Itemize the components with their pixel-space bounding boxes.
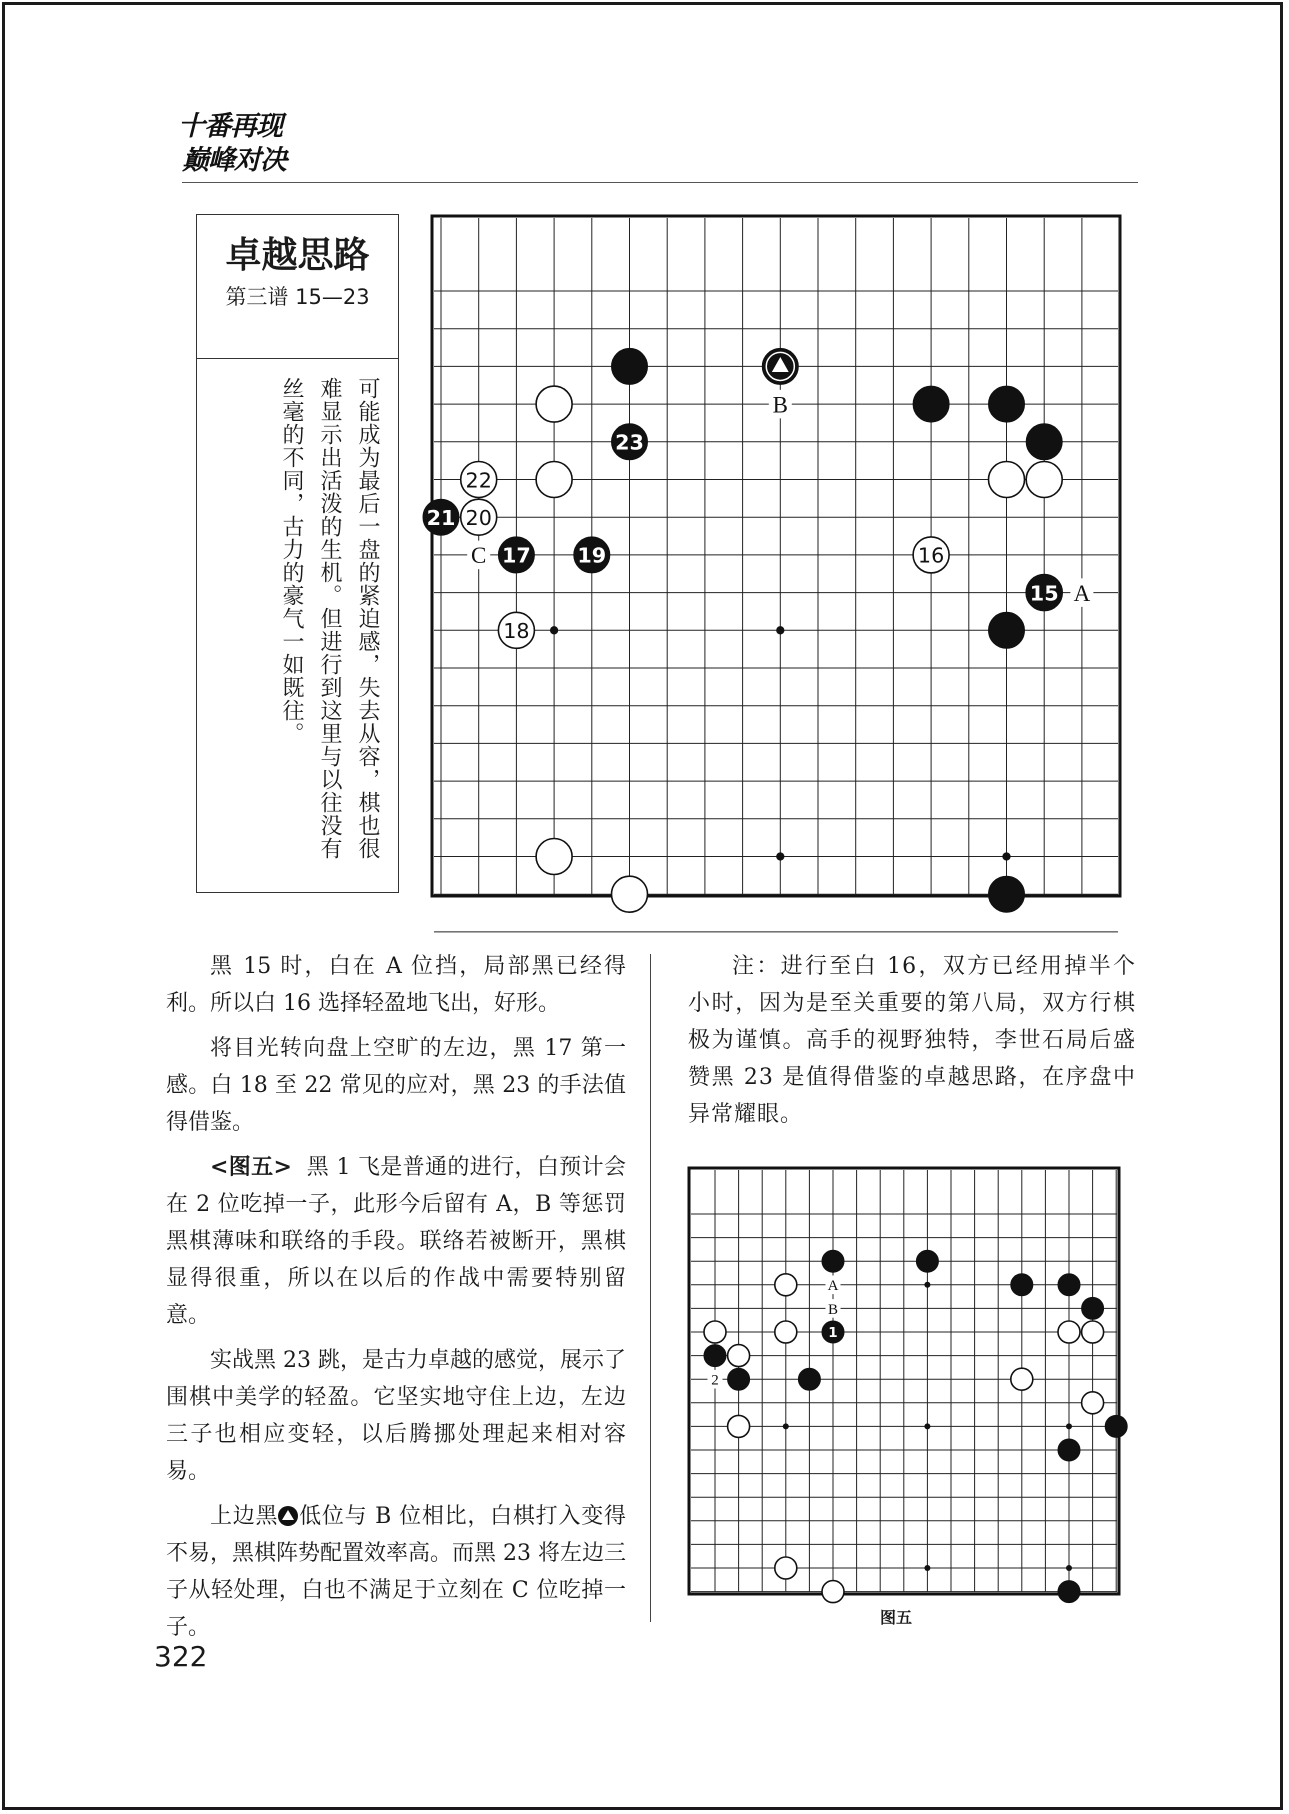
- move-number: 20: [465, 506, 492, 531]
- board-border: [432, 216, 1120, 896]
- white-stone: [612, 876, 648, 912]
- figure-caption: 图五: [880, 1608, 913, 1627]
- black-stone: [822, 1250, 844, 1272]
- white-stone: [1082, 1392, 1104, 1414]
- star-point: [924, 1282, 930, 1288]
- white-stone: [989, 462, 1025, 498]
- white-stone: [1011, 1368, 1033, 1390]
- black-stone: [728, 1368, 750, 1390]
- star-point: [776, 852, 784, 860]
- white-stone: [536, 386, 572, 422]
- book-logo: [178, 100, 328, 180]
- star-point: [550, 626, 558, 634]
- commentary-right-column: [688, 948, 1136, 1141]
- white-stone: [1026, 462, 1062, 498]
- white-stone: [536, 839, 572, 875]
- white-stone: [728, 1415, 750, 1437]
- black-stone: [1105, 1415, 1127, 1437]
- white-stone: [822, 1581, 844, 1603]
- go-board-main: [426, 215, 1121, 897]
- point-label: B: [772, 392, 788, 418]
- star-point: [1066, 1423, 1072, 1429]
- move-number: 22: [465, 468, 492, 493]
- black-stone: [1011, 1274, 1033, 1296]
- sidebar-commentary: 可能成为最后一盘的紧迫感，失去从容，棋也很难显示出活泼的生机。但进行到这里与以往没有丝毫的不同，古力的豪气一如既往。: [279, 377, 380, 860]
- sidebar-title: 卓越思路: [225, 235, 370, 276]
- paragraph: 实战黑 23 跳，是古力卓越的感觉，展示了围棋中美学的轻盈。它坚实地守住上边，左边三子也相应变轻，以后腾挪处理起来相对容易。: [166, 1348, 626, 1484]
- move-number: 15: [1029, 581, 1059, 606]
- white-stone: [775, 1274, 797, 1296]
- point-label: B: [827, 1301, 839, 1318]
- black-stone: [704, 1345, 726, 1367]
- move-number: 16: [917, 543, 945, 568]
- paragraph-text: 低位与 B 位相比，白棋打入变得不易，黑棋阵势配置效率高。而黑 23 将左边三子从轻处理，白也不满足于立刻在 C 位吃掉一子。: [166, 1504, 626, 1640]
- black-stone: [1026, 424, 1062, 460]
- black-stone: [913, 386, 949, 422]
- black-stone: [798, 1368, 820, 1390]
- point-label: 2: [711, 1372, 719, 1389]
- header-rule: [182, 182, 1138, 183]
- page-number: 322: [154, 1640, 208, 1673]
- star-point: [783, 1423, 789, 1429]
- white-stone: [1082, 1321, 1104, 1343]
- white-stone: [775, 1321, 797, 1343]
- black-stone: [916, 1250, 938, 1272]
- paragraph-text: 上边黑: [210, 1504, 279, 1529]
- point-label: C: [471, 543, 487, 569]
- logo-line-1: 十番再现: [178, 111, 282, 142]
- go-board-figure-5: [688, 1167, 1120, 1595]
- white-stone: [536, 462, 572, 498]
- paragraph: 黑 15 时，白在 A 位挡，局部黑已经得利。所以白 16 选择轻盈地飞出，好形。: [166, 954, 626, 1016]
- star-point: [776, 626, 784, 634]
- star-point: [924, 1423, 930, 1429]
- sidebar-box: [196, 214, 399, 893]
- note-paragraph: 注：进行至白 16，双方已经用掉半个小时，因为是至关重要的第八局，双方行棋极为谨慎。高手的视野独特，李世石局后盛赞黑 23 是值得借鉴的卓越思路，在序盘中异常耀眼。: [688, 954, 1136, 1127]
- white-stone: [728, 1345, 750, 1367]
- point-label: A: [827, 1278, 839, 1295]
- move-number: 19: [577, 543, 607, 568]
- move-number: 1: [828, 1325, 838, 1342]
- white-stone: [775, 1557, 797, 1579]
- triangle-stone-icon: [278, 1506, 298, 1526]
- star-point: [924, 1565, 930, 1571]
- black-stone: [989, 386, 1025, 422]
- paragraph: [166, 1149, 626, 1334]
- paragraph: [166, 1498, 626, 1646]
- logo-line-2: 巅峰对决: [182, 145, 286, 176]
- star-point: [1002, 852, 1010, 860]
- move-number: 18: [503, 619, 530, 644]
- move-number: 21: [426, 506, 456, 531]
- move-number: 17: [502, 543, 531, 568]
- figure-reference: <图五>: [210, 1154, 292, 1180]
- black-stone: [1058, 1439, 1080, 1461]
- black-stone: [1058, 1274, 1080, 1296]
- white-stone: [1058, 1321, 1080, 1343]
- point-label: A: [1073, 580, 1091, 606]
- black-stone: [989, 876, 1025, 912]
- star-point: [1066, 1565, 1072, 1571]
- paragraph-text: 黑 1 飞是普通的进行，白预计会在 2 位吃掉一子，此形今后留有 A，B 等惩罚黑棋薄味和联络的手段。联络若被断开，黑棋显得很重，所以在以后的作战中需要特别留意。: [166, 1155, 626, 1328]
- black-stone: [1082, 1297, 1104, 1319]
- paragraph: 将目光转向盘上空旷的左边，黑 17 第一感。白 18 至 22 常见的应对，黑 23 的手法值得借鉴。: [166, 1036, 626, 1135]
- sidebar-divider: [197, 358, 398, 359]
- move-number: 23: [615, 430, 644, 455]
- white-stone: [704, 1321, 726, 1343]
- black-stone: [989, 612, 1025, 648]
- commentary-left-column: [166, 948, 626, 1654]
- black-stone: [612, 348, 648, 384]
- black-stone: [1058, 1581, 1080, 1603]
- column-divider: [650, 954, 651, 1622]
- sidebar-subtitle: 第三谱 15—23: [225, 285, 370, 309]
